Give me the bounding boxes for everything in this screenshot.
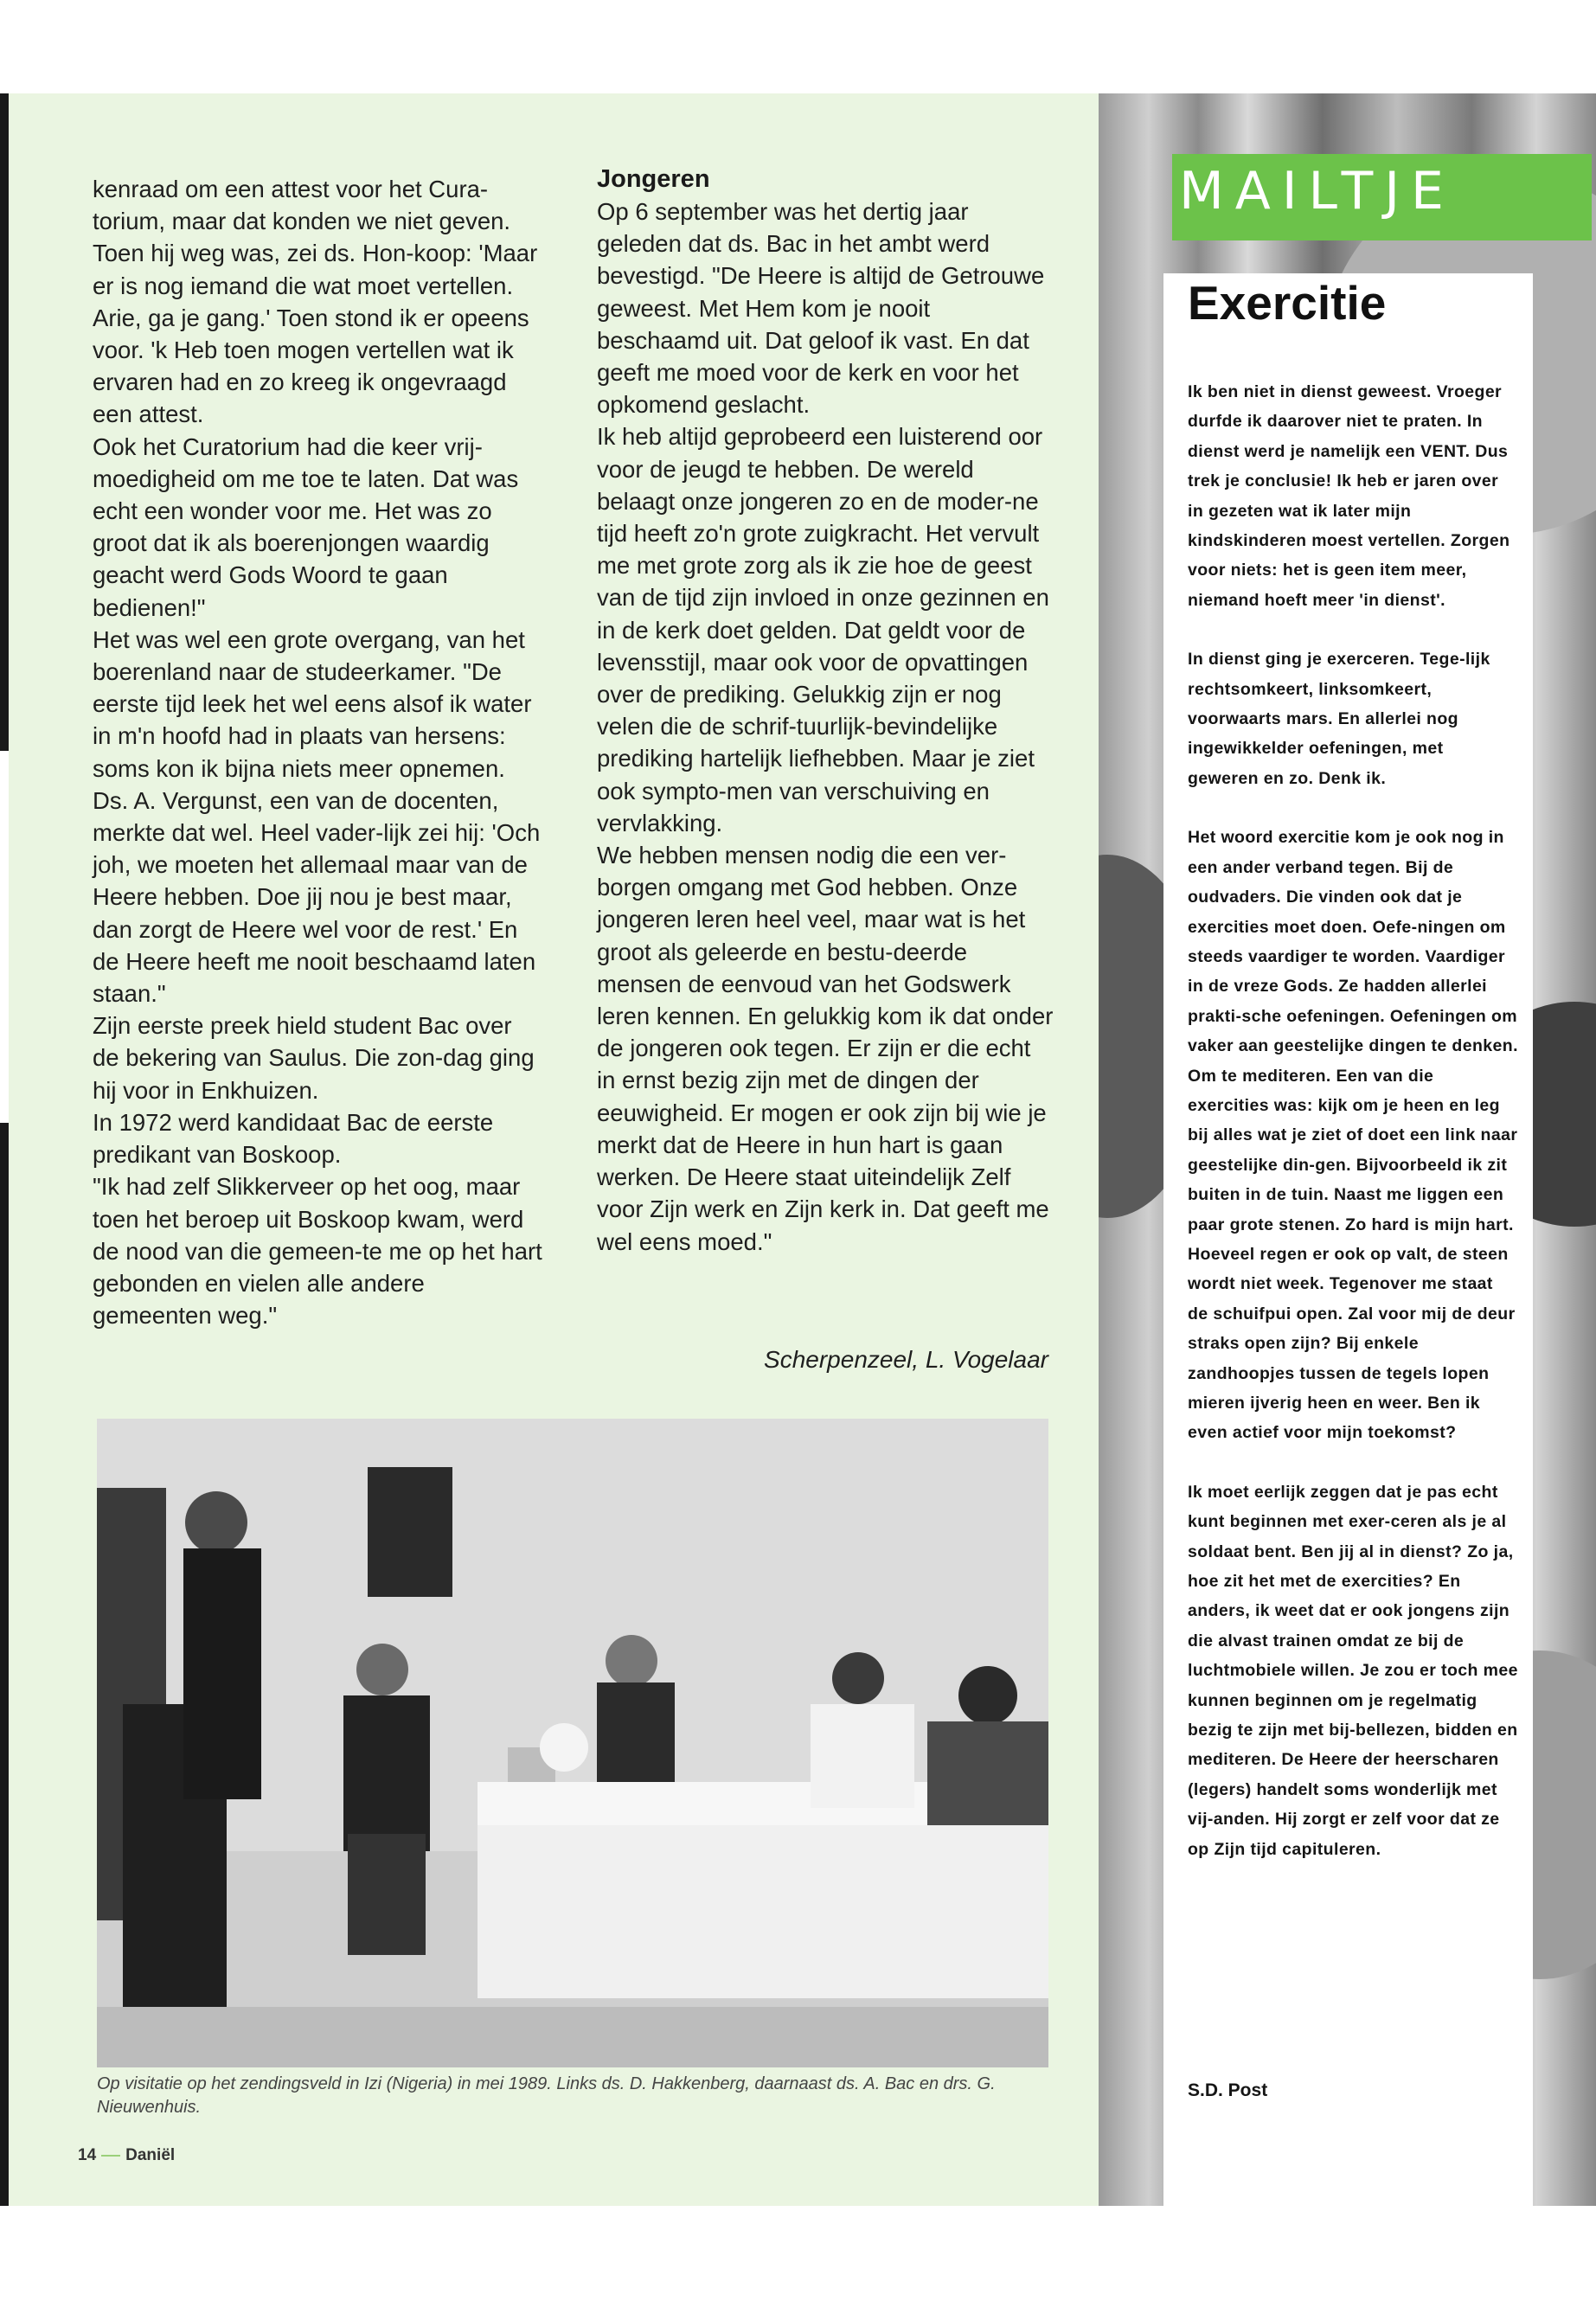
mailtje-label-band <box>1172 154 1592 240</box>
sidebar-paragraph: In dienst ging je exerceren. Tege-lijk rechtsomkeert, linksomkeert, voorwaarts mars. En allerlei nog ingewikkelder oefeningen, met geweren en zo. Denk ik. <box>1188 650 1490 788</box>
page-number: 14 <box>78 2146 97 2164</box>
sidebar-signature: S.D. Post <box>1188 2080 1268 2100</box>
sidebar-paragraph: Het woord exercitie kom je ook nog in een ander verband tegen. Bij de oudvaders. Die vinden ook dat je exercities moet doen. Oefe-ningen om steeds vaardiger te worden. Vaardiger in de vreze Gods. Ze hadden allerlei prakti-sche oefeningen. Oefeningen om vaker aan geestelijke dingen te denken. Om te mediteren. Een van die exercities was: kijk om je heen en leg bij alles wat je ziet of doet een link naar geestelijke din-gen. Bijvoorbeeld ik zit buiten in de tuin. Naast me liggen een paar grote stenen. Zo hard is mijn hart. Hoeveel regen er ook op valt, de steen wordt niet week. Tegenover me staat de schuifpui open. Zal voor mij de deur straks open zijn? Bij enkele zandhoopjes tussen de tegels lopen mieren ijverig heen en weer. Ben ik even actief voor mijn toekomst? <box>1188 828 1518 1443</box>
paragraph: Het was wel een grote overgang, van het boerenland naar de studeerkamer. "De eerste tijd leek het wel eens alsof ik water in m'n hoofd had in plaats van hersens: soms kon ik bijna niets meer opnemen. Ds. A. Vergunst, een van de docenten, merkte dat wel. Heel vader-lijk zei hij: 'Och joh, we moeten het allemaal maar van de Heere hebben. Doe jij nou je best maar, dan zorgt de Heere wel voor de rest.' En de Heere heeft me nooit beschaamd laten staan." <box>93 625 541 1008</box>
paragraph: We hebben mensen nodig die een ver-borgen omgang met God hebben. Onze jongeren leren heel veel, maar wat is het groot als geleerde en bestu-deerde mensen de eenvoud van het Godswerk leren kennen. En gelukkig kom ik dat onder de jongeren ook tegen. Er zijn er die echt in ernst bezig zijn met de dingen der eeuwigheid. Er mogen er ook zijn bij wie je merkt dat de Heere in hun hart is gaan werken. De Heere staat uiteindelijk Zelf voor Zijn werk en Zijn kerk in. Dat geeft me wel eens moed." <box>597 842 1054 1255</box>
paragraph: Op 6 september was het dertig jaar geleden dat ds. Bac in het ambt werd bevestigd. "De Heere is altijd de Getrouwe geweest. Met Hem kom je nooit beschaamd uit. Dat geloof ik vast. En dat geeft me moed voor de kerk en voor het opkomend geslacht. <box>597 198 1045 419</box>
photo-visitation <box>97 1419 1048 2067</box>
section-heading: Jongeren <box>597 165 710 193</box>
paragraph: In 1972 werd kandidaat Bac de eerste predikant van Boskoop. <box>93 1108 494 1169</box>
sidebar-title: Exercitie <box>1188 276 1387 330</box>
mailtje-label: MAILTJE <box>1179 161 1455 221</box>
paragraph: Zijn eerste preek hield student Bac over de bekering van Saulus. Die zon-dag ging hij voor in Enkhuizen. <box>93 1012 535 1104</box>
footer-divider <box>101 2155 120 2157</box>
paragraph: kenraad om een attest voor het Cura-torium, maar dat konden we niet geven. Toen hij weg was, zei ds. Hon-koop: 'Maar er is nog iemand die wat moet vertellen. Arie, ga je gang.' Toen stond ik er opeens voor. 'k Heb toen mogen vertellen wat ik ervaren had en zo kreeg ik ongevraagd een attest. <box>93 176 538 428</box>
byline: Scherpenzeel, L. Vogelaar <box>764 1346 1048 1373</box>
photo-caption: Op visitatie op het zendingsveld in Izi (Nigeria) in mei 1989. Links ds. D. Hakkenberg, daarnaast ds. A. Bac en drs. G. Nieuwenhuis. <box>97 2074 996 2117</box>
sidebar-paragraph: Ik moet eerlijk zeggen dat je pas echt kunt beginnen met exer-ceren als je al soldaat bent. Ben jij al in dienst? Zo ja, hoe zit het met de exercities? En anders, ik weet dat er ook jongens zijn die alvast trainen omdat ze bij de luchtmobiele willen. Je zou er toch mee kunnen beginnen om je regelmatig bezig te zijn met bij-bellezen, bidden en mediteren. De Heere der heerscharen (legers) handelt soms wonderlijk met vij-anden. Hij zorgt er zelf voor dat ze op Zijn tijd capituleren. <box>1188 1482 1518 1859</box>
sidebar-text <box>1188 377 1518 1894</box>
paragraph: Ik heb altijd geprobeerd een luisterend oor voor de jeugd te hebben. De wereld belaagt onze jongeren zo en de moder-ne tijd heeft zo'n grote zuigkracht. Het vervult me met grote zorg als ik zie hoe de geest van de tijd zijn invloed in onze gezinnen en in de kerk doet gelden. Dat geldt voor de levensstijl, maar ook voor de opvattingen over de prediking. Gelukkig zijn er nog velen die de schrif-tuurlijk-bevindelijke prediking hartelijk liefhebben. Maar je ziet ook sympto-men van verschuiving en vervlakking. <box>597 423 1049 836</box>
article-column-1 <box>93 173 544 1331</box>
left-edge-bar <box>0 93 9 2206</box>
sidebar-paragraph: Ik ben niet in dienst geweest. Vroeger durfde ik daarover niet te praten. In dienst werd je namelijk een VENT. Dus trek je conclusie! Ik heb er jaren over in gezeten wat ik later mijn kindskinderen moest vertellen. Zorgen voor niets: het is geen item meer, niemand hoeft meer 'in dienst'. <box>1188 382 1510 610</box>
photo-illustration <box>97 1419 1048 2067</box>
page-footer <box>78 2146 175 2165</box>
paragraph: Ook het Curatorium had die keer vrij-moedigheid om me toe te laten. Dat was echt een wonder voor me. Het was zo groot dat ik als boerenjongen waardig geacht werd Gods Woord te gaan bedienen!" <box>93 433 519 621</box>
article-column-2 <box>597 163 1055 1258</box>
paragraph: "Ik had zelf Slikkerveer op het oog, maar toen het beroep uit Boskoop kwam, werd de nood van die gemeen-te me op het hart gebonden en vielen alle andere gemeenten weg." <box>93 1173 542 1330</box>
magazine-name: Daniël <box>125 2146 176 2164</box>
